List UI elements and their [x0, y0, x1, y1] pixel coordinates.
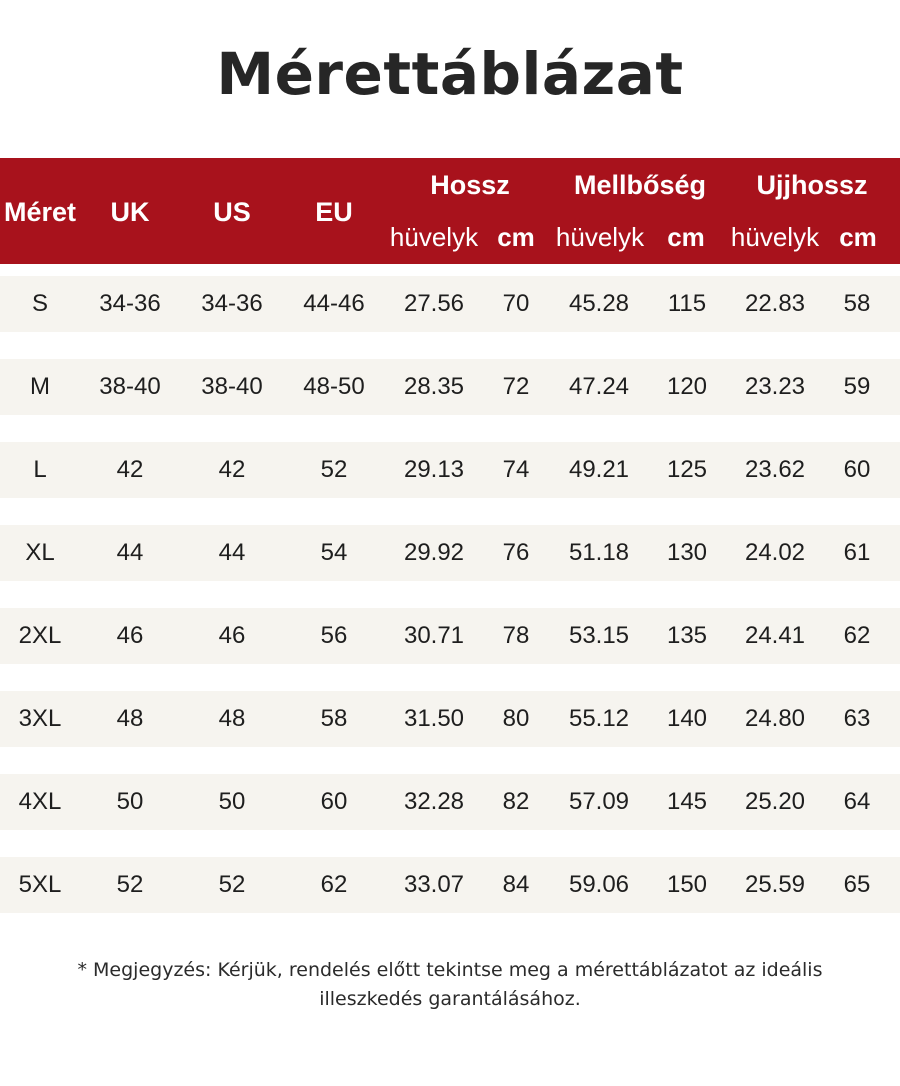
cell-sleeve-cm: 60 — [843, 456, 871, 483]
header-uk: UK — [110, 197, 150, 227]
cell-us: 44 — [218, 539, 246, 566]
header-sleeve-inch: hüvelyk — [730, 222, 820, 252]
cell-sleeve-inch: 25.20 — [744, 788, 806, 815]
cell-sleeve-inch: 24.80 — [744, 705, 806, 732]
cell-chest-inch: 59.06 — [568, 871, 630, 898]
cell-eu: 56 — [320, 622, 348, 649]
cell-chest-cm: 130 — [666, 539, 708, 566]
cell-eu: 60 — [320, 788, 348, 815]
cell-size: 4XL — [18, 788, 62, 815]
cell-size: 3XL — [18, 705, 62, 732]
cell-length-inch: 32.28 — [403, 788, 465, 815]
cell-length-inch: 33.07 — [403, 871, 465, 898]
cell-eu: 52 — [320, 456, 348, 483]
cell-eu: 48-50 — [303, 373, 365, 400]
header-length-inch: hüvelyk — [389, 222, 479, 252]
cell-sleeve-cm: 62 — [843, 622, 871, 649]
cell-uk: 44 — [116, 539, 144, 566]
cell-length-cm: 80 — [502, 705, 530, 732]
cell-sleeve-inch: 25.59 — [744, 871, 806, 898]
cell-eu: 44-46 — [303, 290, 365, 317]
cell-length-inch: 29.13 — [403, 456, 465, 483]
cell-length-cm: 70 — [502, 290, 530, 317]
cell-sleeve-cm: 59 — [843, 373, 871, 400]
cell-size: 5XL — [18, 871, 62, 898]
table-row — [0, 691, 900, 747]
cell-sleeve-inch: 23.62 — [744, 456, 806, 483]
cell-chest-cm: 145 — [666, 788, 708, 815]
cell-size: L — [33, 456, 47, 483]
cell-length-inch: 29.92 — [403, 539, 465, 566]
table-row — [0, 774, 900, 830]
cell-length-cm: 82 — [502, 788, 530, 815]
cell-length-cm: 74 — [502, 456, 530, 483]
cell-uk: 48 — [116, 705, 144, 732]
header-chest-cm: cm — [667, 222, 705, 252]
cell-sleeve-inch: 23.23 — [744, 373, 806, 400]
cell-chest-inch: 55.12 — [568, 705, 630, 732]
cell-sleeve-cm: 64 — [843, 788, 871, 815]
cell-chest-inch: 53.15 — [568, 622, 630, 649]
cell-chest-cm: 115 — [667, 290, 707, 317]
cell-length-cm: 72 — [502, 373, 530, 400]
table-row — [0, 857, 900, 913]
table-row — [0, 442, 900, 498]
cell-length-cm: 78 — [502, 622, 530, 649]
cell-eu: 62 — [320, 871, 348, 898]
cell-sleeve-cm: 58 — [843, 290, 871, 317]
cell-uk: 34-36 — [99, 290, 161, 317]
header-eu: EU — [315, 197, 353, 227]
header-chest: Mellbőség — [573, 170, 707, 200]
cell-uk: 42 — [116, 456, 144, 483]
cell-length-inch: 30.71 — [403, 622, 465, 649]
footnote-line-2: illeszkedés garantálásához. — [319, 988, 581, 1010]
cell-sleeve-inch: 24.02 — [744, 539, 806, 566]
cell-chest-inch: 45.28 — [568, 290, 630, 317]
footnote-line-1: * Megjegyzés: Kérjük, rendelés előtt tekintse meg a mérettáblázatot az ideális — [77, 959, 823, 981]
cell-size: S — [31, 290, 48, 317]
cell-length-inch: 27.56 — [403, 290, 465, 317]
cell-length-cm: 84 — [502, 871, 530, 898]
cell-us: 52 — [218, 871, 246, 898]
cell-sleeve-inch: 22.83 — [744, 290, 806, 317]
cell-us: 42 — [218, 456, 246, 483]
cell-size: 2XL — [18, 622, 62, 649]
header-size: Méret — [3, 197, 77, 227]
cell-uk: 38-40 — [99, 373, 161, 400]
cell-size: M — [30, 373, 50, 400]
header-length: Hossz — [430, 170, 510, 200]
cell-chest-inch: 57.09 — [568, 788, 630, 815]
cell-uk: 50 — [116, 788, 144, 815]
cell-size: XL — [25, 539, 55, 566]
cell-chest-cm: 140 — [666, 705, 708, 732]
cell-uk: 46 — [116, 622, 144, 649]
cell-chest-cm: 150 — [666, 871, 708, 898]
cell-chest-cm: 125 — [666, 456, 708, 483]
cell-sleeve-inch: 24.41 — [744, 622, 806, 649]
cell-us: 46 — [218, 622, 246, 649]
cell-chest-inch: 49.21 — [568, 456, 630, 483]
header-sleeve-cm: cm — [839, 222, 877, 252]
footnote — [0, 956, 900, 1014]
header-sleeve: Ujjhossz — [756, 170, 868, 200]
cell-us: 34-36 — [201, 290, 263, 317]
cell-chest-cm: 120 — [666, 373, 708, 400]
header-length-cm: cm — [497, 222, 535, 252]
header-us: US — [213, 197, 251, 227]
cell-sleeve-cm: 63 — [843, 705, 871, 732]
header-chest-inch: hüvelyk — [555, 222, 645, 252]
cell-sleeve-cm: 61 — [843, 539, 871, 566]
cell-uk: 52 — [116, 871, 144, 898]
cell-length-cm: 76 — [502, 539, 530, 566]
cell-chest-inch: 51.18 — [568, 539, 630, 566]
page-title: Mérettáblázat — [216, 40, 684, 108]
table-row — [0, 276, 900, 332]
cell-eu: 54 — [320, 539, 348, 566]
cell-us: 50 — [218, 788, 246, 815]
table-row — [0, 525, 900, 581]
table-row — [0, 608, 900, 664]
cell-eu: 58 — [320, 705, 348, 732]
cell-us: 48 — [218, 705, 246, 732]
cell-length-inch: 28.35 — [403, 373, 465, 400]
cell-length-inch: 31.50 — [403, 705, 465, 732]
cell-us: 38-40 — [201, 373, 263, 400]
cell-sleeve-cm: 65 — [843, 871, 871, 898]
cell-chest-cm: 135 — [666, 622, 708, 649]
cell-chest-inch: 47.24 — [568, 373, 630, 400]
table-row — [0, 359, 900, 415]
